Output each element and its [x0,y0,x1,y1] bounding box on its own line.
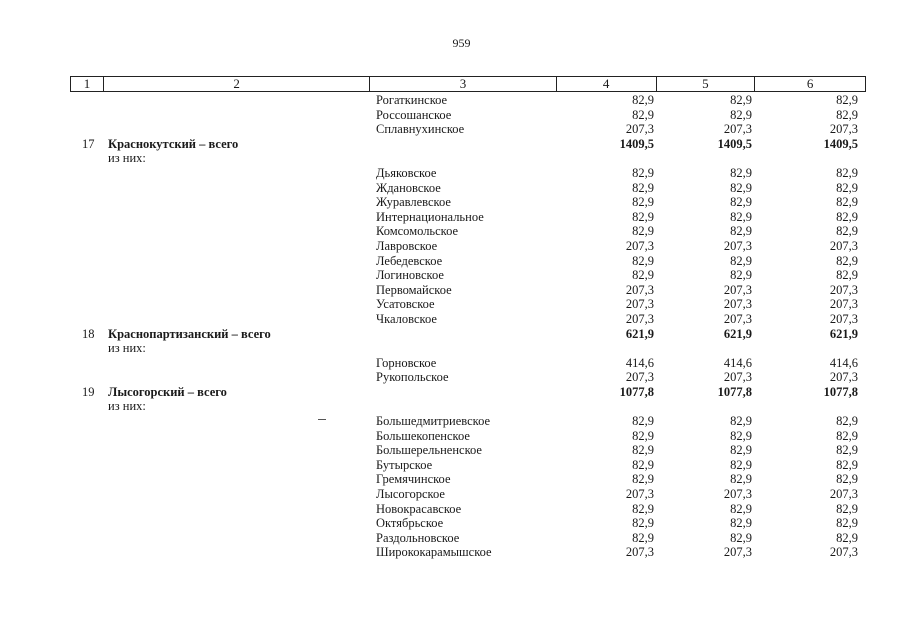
settlement-name: Рукопольское [376,370,449,385]
table-row [0,210,905,225]
value-col-6: 82,9 [836,253,858,268]
table-row [0,429,905,444]
table-row [0,443,905,458]
settlement-name: Октябрьское [376,516,444,531]
value-col-6: 414,6 [829,355,858,370]
value-col-5: 82,9 [730,443,752,458]
settlement-name: Бутырское [376,457,433,472]
settlement-name: Рогаткинское [376,93,448,107]
value-col-5: 82,9 [730,180,752,195]
value-col-6: 82,9 [836,107,858,122]
settlement-name: Горновское [376,355,437,370]
value-col-4: 207,3 [625,487,654,502]
value-col-5: 207,3 [723,297,752,312]
value-col-4: 207,3 [625,370,654,385]
row-number: 19 [82,384,95,399]
value-col-5: 207,3 [723,545,752,560]
header-col-3: 3 [370,77,557,91]
region-total-row [0,327,905,342]
value-col-6: 82,9 [836,224,858,239]
subheading-row [0,399,905,414]
value-col-5: 621,9 [723,326,752,341]
value-col-4: 82,9 [632,472,654,487]
settlement-name: Лысогорское [376,487,445,502]
value-col-5: 82,9 [730,224,752,239]
row-number: 18 [82,326,95,341]
value-col-5: 207,3 [723,238,752,253]
settlement-name: Россошанское [376,107,452,122]
value-col-5: 82,9 [730,428,752,443]
value-col-4: 82,9 [632,253,654,268]
value-col-4: 1077,8 [619,384,654,399]
value-col-4: 82,9 [632,93,654,107]
table-row [0,283,905,298]
header-col-6: 6 [806,76,814,91]
value-col-6: 82,9 [836,209,858,224]
table-row [0,93,905,108]
region-name: Краснокутский – всего [108,136,239,151]
settlement-name: Журавлевское [376,195,451,210]
region-name: Краснопартизанский – всего [108,326,271,341]
value-col-6: 82,9 [836,516,858,531]
value-col-4: 207,3 [625,122,654,137]
value-col-6: 82,9 [836,93,858,107]
value-col-5: 82,9 [730,457,752,472]
value-col-4: 82,9 [632,107,654,122]
value-col-5: 207,3 [723,282,752,297]
value-col-6: 1077,8 [823,384,858,399]
value-col-4: 82,9 [632,414,654,429]
value-col-4: 82,9 [632,268,654,283]
value-col-5: 207,3 [723,311,752,326]
table-row [0,268,905,283]
value-col-5: 82,9 [730,414,752,429]
value-col-6: 82,9 [836,428,858,443]
value-col-4: 82,9 [632,195,654,210]
value-col-6: 82,9 [836,501,858,516]
settlement-name: Дьяковское [376,165,437,180]
value-col-4: 207,3 [625,297,654,312]
settlement-name: Новокрасавское [376,501,462,516]
table-row [0,458,905,473]
value-col-4: 1409,5 [619,136,654,151]
value-col-4: 82,9 [632,530,654,545]
value-col-4: 207,3 [625,238,654,253]
value-col-6: 82,9 [836,195,858,210]
value-col-6: 82,9 [836,472,858,487]
value-col-5: 207,3 [723,370,752,385]
settlement-name: Интернациональное [376,209,484,224]
value-col-6: 1409,5 [823,136,858,151]
settlement-name: Усатовское [376,297,435,312]
settlement-name: Лавровское [376,238,438,253]
settlement-name: Ширококарамышское [376,545,492,560]
value-col-5: 207,3 [723,487,752,502]
region-total-row [0,385,905,400]
table-row [0,297,905,312]
value-col-4: 82,9 [632,457,654,472]
value-col-5: 82,9 [730,195,752,210]
table-row [0,370,905,385]
value-col-6: 82,9 [836,180,858,195]
value-col-4: 82,9 [632,516,654,531]
table-row [0,122,905,137]
header-col-4: 4 [557,77,657,91]
table-row [0,516,905,531]
value-col-6: 207,3 [829,122,858,137]
row-number: 17 [82,136,95,151]
table-row [0,239,905,254]
settlement-name: Большерельненское [376,443,482,458]
table-row [0,254,905,269]
value-col-6: 82,9 [836,414,858,429]
settlement-name: Лебедевское [376,253,443,268]
header-col-1: 1 [71,77,104,91]
value-col-6: 207,3 [829,282,858,297]
value-col-4: 207,3 [625,545,654,560]
settlement-name: Ждановское [376,180,441,195]
value-col-4: 207,3 [625,311,654,326]
value-col-5: 82,9 [730,165,752,180]
subheading: из них: [108,399,146,414]
region-name: Лысогорский – всего [108,384,227,399]
table-row [0,502,905,517]
value-col-5: 1077,8 [717,384,752,399]
value-col-5: 207,3 [723,122,752,137]
subheading-row [0,341,905,356]
value-col-6: 82,9 [836,457,858,472]
table-row [0,181,905,196]
value-col-5: 414,6 [723,355,752,370]
value-col-6: 207,3 [829,487,858,502]
value-col-4: 621,9 [625,326,654,341]
value-col-6: 207,3 [829,238,858,253]
value-col-6: 621,9 [829,326,858,341]
value-col-4: 82,9 [632,428,654,443]
value-col-6: 82,9 [836,165,858,180]
table-row [0,224,905,239]
region-total-row [0,137,905,152]
value-col-5: 82,9 [730,530,752,545]
value-col-6: 207,3 [829,370,858,385]
settlement-name: Комсомольское [376,224,459,239]
settlement-name: Первомайское [376,282,452,297]
table-row [0,356,905,371]
header-col-2: 2 [104,77,370,91]
value-col-5: 82,9 [730,516,752,531]
value-col-5: 82,9 [730,472,752,487]
value-col-5: 82,9 [730,253,752,268]
subheading: из них: [108,151,146,166]
settlement-name: Большекопенское [376,428,470,443]
settlement-name: Логиновское [376,268,444,283]
subheading: из них: [108,341,146,356]
value-col-4: 82,9 [632,165,654,180]
subheading-row [0,151,905,166]
value-col-5: 82,9 [730,268,752,283]
value-col-4: 82,9 [632,443,654,458]
value-col-6: 82,9 [836,443,858,458]
value-col-4: 82,9 [632,209,654,224]
value-col-5: 82,9 [730,209,752,224]
value-col-4: 414,6 [625,355,654,370]
value-col-6: 82,9 [836,530,858,545]
table-row [0,414,905,429]
settlement-name: Чкаловское [376,311,437,326]
value-col-4: 207,3 [625,282,654,297]
value-col-6: 207,3 [829,311,858,326]
table-row [0,472,905,487]
page-number: 959 [452,36,471,50]
value-col-5: 82,9 [730,501,752,516]
value-col-6: 82,9 [836,268,858,283]
value-col-4: 82,9 [632,224,654,239]
table-row [0,166,905,181]
settlement-name: Гремячинское [376,472,451,487]
value-col-5: 1409,5 [717,136,752,151]
scan-mark [318,419,326,420]
table-body [0,93,905,560]
table-row [0,312,905,327]
table-row [0,195,905,210]
table-row [0,531,905,546]
settlement-name: Большедмитриевское [376,414,491,429]
table-row [0,545,905,560]
value-col-6: 207,3 [829,297,858,312]
settlement-name: Раздольновское [376,530,460,545]
table-row [0,108,905,123]
value-col-4: 82,9 [632,180,654,195]
value-col-5: 82,9 [730,93,752,107]
header-col-5: 5 [657,77,756,91]
table-header [70,76,866,92]
value-col-6: 207,3 [829,545,858,560]
table-row [0,487,905,502]
value-col-5: 82,9 [730,107,752,122]
settlement-name: Сплавнухинское [376,122,465,137]
value-col-4: 82,9 [632,501,654,516]
